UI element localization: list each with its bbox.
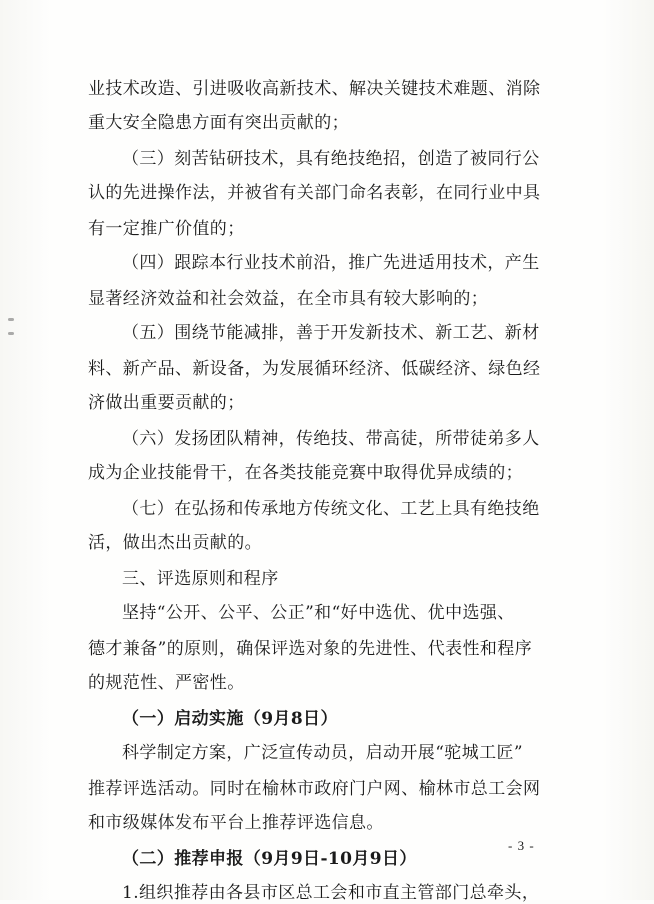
body-line: 业技术改造、引进吸收高新技术、解决关键技术难题、消除 (88, 79, 541, 99)
body-line: （七）在弘扬和传承地方传统文化、工艺上具有绝技绝 (122, 499, 540, 519)
body-line: （四）跟踪本行业技术前沿，推广先进适用技术，产生 (122, 253, 540, 273)
body-line: 德才兼备”的原则，确保评选对象的先进性、代表性和程序 (88, 639, 533, 659)
body-line: 科学制定方案，广泛宣传动员，启动开展“驼城工匠” (122, 743, 523, 763)
body-line: 济做出重要贡献的； (88, 393, 245, 413)
body-line: （三）刻苦钻研技术，具有绝技绝招，创造了被同行公 (122, 149, 540, 169)
body-line: 有一定推广价值的； (88, 219, 245, 239)
page-number: - 3 - (508, 838, 535, 853)
body-line: 料、新产品、新设备，为发展循环经济、低碳经济、绿色经 (88, 359, 541, 379)
subsection-heading: （二）推荐申报（9月9日-10月9日） (122, 849, 417, 869)
body-line: 成为企业技能骨干，在各类技能竞赛中取得优异成绩的； (88, 463, 523, 483)
body-line: 重大安全隐患方面有突出贡献的； (88, 113, 349, 133)
body-line: 显著经济效益和社会效益，在全市具有较大影响的； (88, 289, 489, 309)
body-line: 坚持“公开、公平、公正”和“好中选优、优中选强、 (122, 603, 515, 623)
body-line: 1.组织推荐由各县市区总工会和市直主管部门总牵头， (122, 883, 540, 903)
scan-artifact (8, 332, 14, 335)
body-line: 认的先进操作法，并被省有关部门命名表彰，在同行业中具 (88, 183, 541, 203)
body-line: （五）围绕节能减排，善于开发新技术、新工艺、新材 (122, 323, 540, 343)
body-line: （六）发扬团队精神，传绝技、带高徒，所带徒弟多人 (122, 429, 540, 449)
body-line: 活，做出杰出贡献的。 (88, 533, 262, 553)
subsection-heading: （一）启动实施（9月8日） (122, 709, 338, 729)
body-line: 和市级媒体发布平台上推荐评选信息。 (88, 813, 384, 833)
body-line: 的规范性、严密性。 (88, 673, 245, 693)
body-line: 推荐评选活动。同时在榆林市政府门户网、榆林市总工会网 (88, 779, 541, 799)
section-heading: 三、评选原则和程序 (122, 569, 279, 589)
scan-artifact (8, 318, 14, 321)
